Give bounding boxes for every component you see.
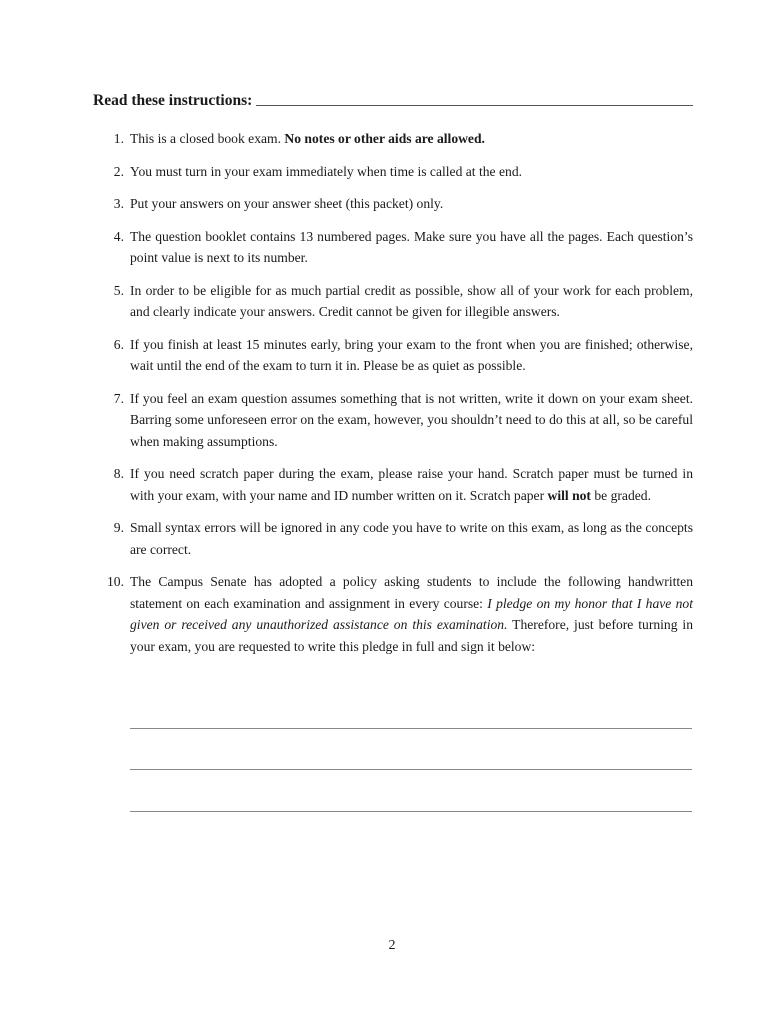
instruction-item (113, 193, 693, 215)
instruction-text: Put your answers on your answer sheet (this packet) only. (130, 196, 444, 211)
instruction-text: In order to be eligible for as much partial credit as possible, show all of your work for each problem, and clearly indicate your answers. Credit cannot be given for illegible answers. (130, 282, 693, 319)
instruction-text: If you need scratch paper during the exam, please raise your hand. Scratch paper must be turned in with your exam, with your name and ID number written on it. Scratch paper (130, 466, 693, 503)
instruction-number: 5. (113, 282, 124, 298)
instruction-item (113, 388, 693, 453)
instruction-item (113, 334, 693, 377)
instruction-number: 1. (113, 131, 124, 146)
instruction-text: If you finish at least 15 minutes early, bring your exam to the front when you are finished; otherwise, wait until the end of the exam to turn it in. Please be as quiet as possible. (130, 336, 693, 373)
instructions-heading-row (93, 92, 693, 110)
heading-rule (256, 105, 693, 106)
instruction-number: 7. (113, 390, 124, 406)
instruction-text: I pledge on my honor that I have not given or received any unauthorized assistance on this examination. (130, 595, 694, 632)
instruction-text: The Campus Senate has adopted a policy asking students to include the following handwritten statement on each examination and assignment in every course: (130, 574, 693, 611)
pledge-line-3 (130, 811, 692, 812)
instruction-item (113, 517, 693, 560)
instruction-number: 8. (113, 466, 124, 481)
instruction-text: This is a closed book exam. (130, 131, 285, 146)
instruction-number: 9. (113, 520, 124, 535)
instructions-list (107, 128, 694, 668)
instruction-item (113, 226, 693, 269)
instruction-item (107, 571, 694, 657)
instruction-number: 10. (107, 574, 124, 589)
instruction-text: will not (547, 487, 591, 503)
instruction-text: be graded. (590, 487, 651, 503)
instruction-text: No notes or other aids are allowed. (284, 131, 485, 146)
instruction-text: You must turn in your exam immediately when time is called at the end. (130, 163, 523, 179)
page-number: 2 (388, 938, 396, 953)
instruction-item (113, 161, 693, 183)
pledge-line-2 (130, 769, 692, 770)
instruction-item (113, 128, 693, 150)
instruction-number: 4. (113, 228, 124, 244)
instruction-text: Small syntax errors will be ignored in any code you have to write on this exam, as long as the concepts are correct. (130, 520, 693, 557)
instruction-text: If you feel an exam question assumes something that is not written, write it down on your exam sheet. Barring some unforeseen error on the exam, however, you shouldn’t need to do this at all, so be careful when making assumptions. (130, 390, 693, 449)
instruction-text: The question booklet contains 13 numbered pages. Make sure you have all the pages. Each question’s point value is next to its number. (130, 228, 693, 265)
pledge-line-1 (130, 728, 692, 729)
instruction-item (113, 280, 693, 323)
instructions-heading: Read these instructions: (93, 92, 253, 109)
instruction-number: 6. (113, 336, 124, 352)
instruction-number: 2. (113, 163, 124, 179)
instruction-text: Therefore, just before turning in your exam, you are requested to write this pledge in full and sign it below: (130, 617, 694, 654)
instruction-number: 3. (113, 196, 124, 211)
instruction-item (113, 463, 693, 506)
